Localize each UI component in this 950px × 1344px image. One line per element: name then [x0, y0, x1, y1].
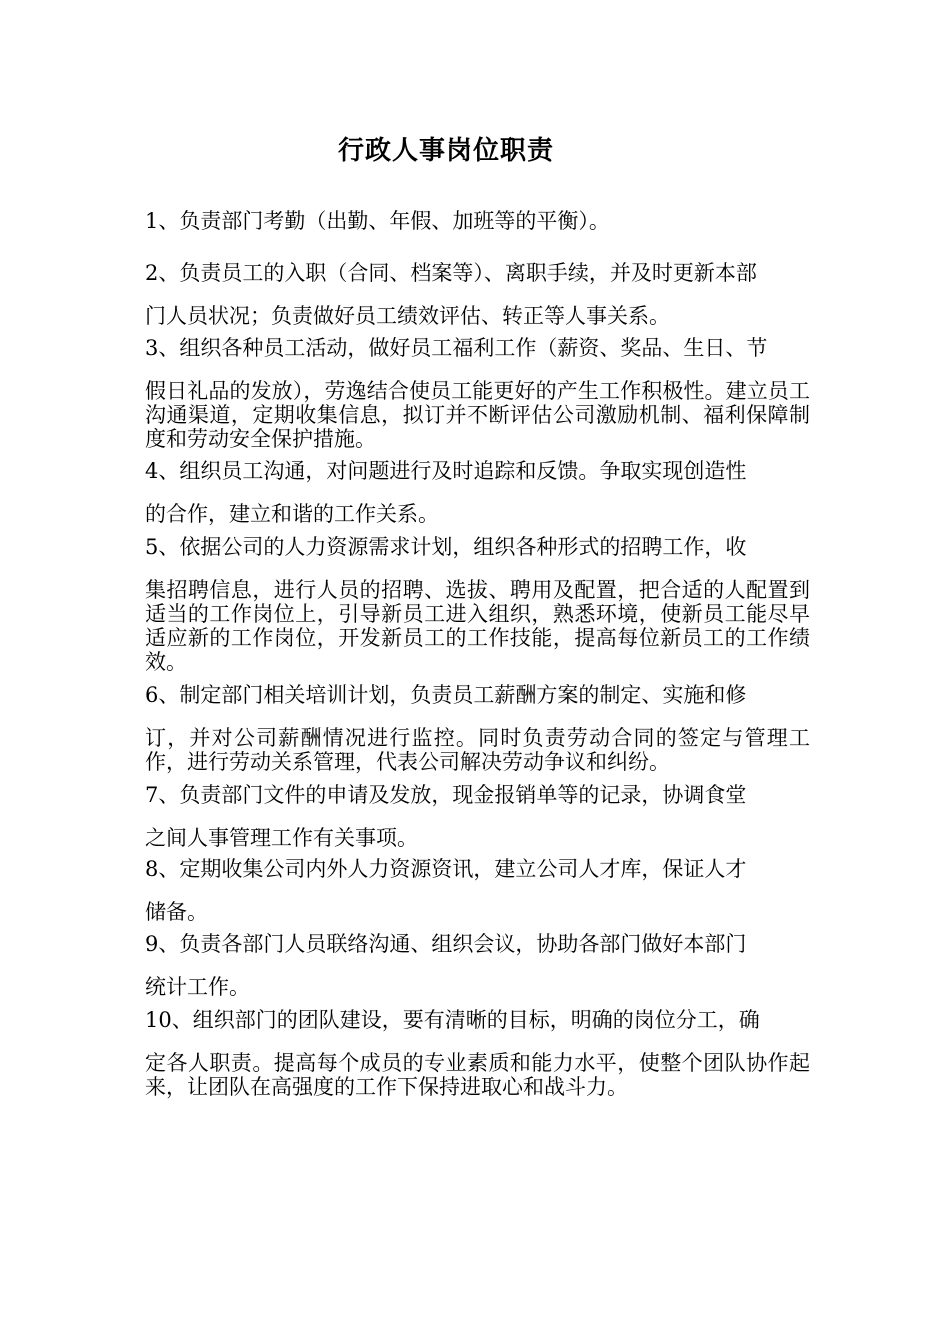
- duty-item-3: [145, 336, 810, 451]
- duty-item-first-line: 5、依据公司的人力资源需求计划，组织各种形式的招聘工作，收: [145, 535, 747, 559]
- duty-item-continuation: 假日礼品的发放），劳逸结合使员工能更好的产生工作积极性。建立员工沟通渠道，定期收集信息，拟订并不断评估公司激励机制、福利保障制度和劳动安全保护措施。: [145, 379, 810, 451]
- duty-item-continuation: 订，并对公司薪酬情况进行监控。同时负责劳动合同的签定与管理工作，进行劳动关系管理，代表公司解决劳动争议和纠纷。: [145, 726, 810, 774]
- duty-item-continuation: 储备。: [145, 900, 208, 924]
- duty-item-first-line: 6、制定部门相关培训计划，负责员工薪酬方案的制定、实施和修: [145, 683, 747, 707]
- duty-item-1: [145, 209, 810, 252]
- duty-item-continuation: 定各人职责。提高每个成员的专业素质和能力水平，使整个团队协作起来，让团队在高强度的工作下保持进取心和战斗力。: [145, 1051, 810, 1099]
- duty-item-first-line: 4、组织员工沟通，对问题进行及时追踪和反馈。争取实现创造性: [145, 459, 747, 483]
- duty-item-first-line: 8、定期收集公司内外人力资源资讯，建立公司人才库，保证人才: [145, 857, 747, 881]
- duty-item-first-line: 7、负责部门文件的申请及发放，现金报销单等的记录，协调食堂: [145, 783, 747, 807]
- duty-item-6: [145, 683, 810, 774]
- duty-item-8: [145, 857, 810, 924]
- document-title: 行政人事岗位职责: [337, 136, 554, 166]
- duty-item-4: [145, 459, 810, 526]
- duty-item-continuation: 门人员状况；负责做好员工绩效评估、转正等人事关系。: [145, 304, 670, 328]
- duty-item-first-line: 10、组织部门的团队建设，要有清晰的目标，明确的岗位分工，确: [145, 1008, 760, 1032]
- duty-item-first-line: 1、负责部门考勤（出勤、年假、加班等的平衡）。: [145, 209, 610, 233]
- duty-item-5: [145, 535, 810, 674]
- duty-item-continuation: 集招聘信息，进行人员的招聘、选拔、聘用及配置，把合适的人配置到适当的工作岗位上，引导新员工进入组织，熟悉环境，使新员工能尽早适应新的工作岗位，开发新员工的工作技能，提高每位新员工的工作绩效。: [145, 578, 810, 674]
- duty-item-9: [145, 932, 810, 999]
- duty-item-first-line: 9、负责各部门人员联络沟通、组织会议，协助各部门做好本部门: [145, 932, 747, 956]
- duty-item-10: [145, 1008, 810, 1099]
- duty-item-first-line: 3、组织各种员工活动，做好员工福利工作（薪资、奖品、生日、节: [145, 336, 768, 360]
- duty-item-2: [145, 261, 810, 328]
- duty-item-7: [145, 783, 810, 850]
- duty-item-continuation: 的合作，建立和谐的工作关系。: [145, 502, 439, 526]
- duty-item-continuation: 统计工作。: [145, 975, 250, 999]
- duty-item-continuation: 之间人事管理工作有关事项。: [145, 826, 418, 850]
- duty-item-first-line: 2、负责员工的入职（合同、档案等）、离职手续，并及时更新本部: [145, 261, 757, 285]
